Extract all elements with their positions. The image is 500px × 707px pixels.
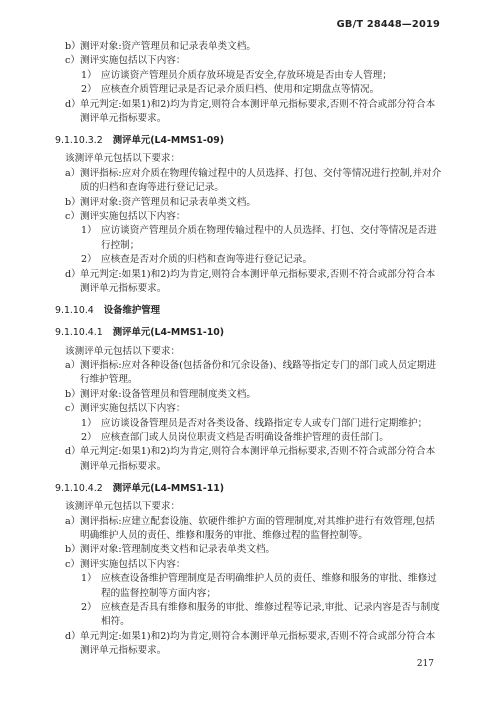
section-intro: 该测评单元包括以下要求：: [65, 153, 181, 165]
list-item: [55, 359, 442, 388]
list-item: [55, 630, 442, 659]
section-heading: [55, 482, 442, 496]
list-label: a）: [65, 167, 81, 179]
list-item: [55, 54, 442, 68]
page-number: 217: [416, 658, 434, 669]
sub-list-label: 1）: [81, 417, 97, 429]
section-title: 测评单元(L4-MMS1-10): [112, 327, 225, 339]
list-label: b）: [65, 41, 81, 52]
list-text: 测评对象:资产管理员和记录表单类文档。: [80, 41, 256, 52]
list-item: [55, 402, 442, 416]
sub-list-text: 应核查介质管理记录是否记录介质归档、使用和定期盘点等情况。: [101, 84, 380, 96]
list-text: 测评实施包括以下内容：: [80, 55, 186, 67]
list-label: c）: [65, 558, 80, 570]
list-item: [55, 388, 442, 402]
list-item: [55, 40, 442, 54]
list-label: b）: [65, 544, 81, 556]
section-number: 9.1.10.4.2: [55, 483, 103, 495]
sub-list-text: 应核查是否具有维修和服务的审批、维修过程等记录,审批、记录内容是否与制度相符。: [101, 601, 440, 628]
sub-list-item: [55, 601, 442, 630]
page-content: [55, 40, 442, 659]
sub-list-label: 2）: [81, 431, 97, 443]
section-intro: 该测评单元包括以下要求：: [65, 501, 181, 513]
list-text: 测评实施包括以下内容：: [80, 211, 186, 223]
list-item: [55, 167, 442, 196]
list-label: a）: [65, 359, 81, 371]
list-label: a）: [65, 515, 81, 527]
section-title: 测评单元(L4-MMS1-09): [112, 135, 225, 147]
list-item: [55, 268, 442, 297]
list-item: [55, 543, 442, 557]
list-text: 测评实施包括以下内容：: [80, 403, 186, 415]
list-item: [55, 558, 442, 572]
section-heading: [55, 304, 442, 318]
sub-list-item: [55, 83, 442, 97]
list-text: 测评对象:资产管理员和记录表单类文档。: [80, 196, 256, 208]
sub-list-text: 应访谈资产管理员介质在物理传输过程中的人员选择、打包、交付等情况是否进行控制；: [101, 225, 437, 251]
list-text: 测评对象:管理制度类文档和记录表单类文档。: [80, 544, 276, 556]
list-label: d）: [65, 630, 81, 642]
list-text: 测评指标:应对介质在物理传输过程中的人员选择、打包、交付等情况进行控制,并对介质的归档和查询等进行登记记录。: [80, 167, 442, 194]
section-number: 9.1.10.4.1: [55, 327, 103, 339]
list-text: 单元判定:如果1)和2)均为肯定,则符合本测评单元指标要求,否则不符合或部分符合本测评单元指标要求。: [80, 630, 436, 657]
list-text: 测评指标:应对各种设备(包括备份和冗余设备)、线路等指定专门的部门或人员定期进行维护管理。: [80, 359, 437, 386]
list-label: d）: [65, 446, 81, 458]
list-item: [55, 515, 442, 544]
sub-list-label: 2）: [81, 254, 97, 266]
sub-list-item: [55, 417, 442, 431]
sub-list-text: 应核查部门或人员岗位职责文档是否明确设备维护管理的责任部门。: [101, 431, 389, 443]
list-label: d）: [65, 98, 81, 110]
list-text: 单元判定:如果1)和2)均为肯定,则符合本测评单元指标要求,否则不符合或部分符合本测评单元指标要求。: [80, 446, 436, 472]
sub-list-label: 1）: [81, 573, 97, 585]
list-label: d）: [65, 268, 81, 280]
list-text: 测评指标:应建立配套设施、软硬件维护方面的管理制度,对其维护进行有效管理,包括明确维护人员的责任、维修和服务的审批、维修过程的监督控制等。: [80, 515, 435, 541]
section-title: 设备维护管理: [103, 305, 161, 317]
sub-list-label: 2）: [81, 601, 97, 613]
sub-list-text: 应访谈设备管理员是否对各类设备、线路指定专人或专门部门进行定期维护；: [101, 417, 428, 429]
sub-list-item: [55, 69, 442, 83]
section-intro: 该测评单元包括以下要求：: [65, 345, 181, 357]
sub-list-label: 1）: [81, 69, 97, 81]
sub-list-item: [55, 224, 442, 253]
list-label: b）: [65, 196, 81, 208]
sub-list-text: 应核查设备维护管理制度是否明确维护人员的责任、维修和服务的审批、维修过程的监督控制等方面内容；: [101, 573, 437, 599]
list-label: c）: [65, 55, 80, 67]
list-text: 测评对象:设备管理员和管理制度类文档。: [80, 388, 256, 400]
list-label: b）: [65, 388, 81, 400]
list-item: [55, 98, 442, 127]
section-number: 9.1.10.4: [55, 305, 94, 317]
section-number: 9.1.10.3.2: [55, 135, 103, 147]
list-label: c）: [65, 403, 80, 415]
section-title: 测评单元(L4-MMS1-11): [112, 483, 225, 495]
standard-code: GB/T 28448—2019: [336, 19, 440, 30]
list-item: [55, 210, 442, 224]
sub-list-item: [55, 572, 442, 601]
list-item: [55, 445, 442, 474]
list-label: c）: [65, 211, 80, 223]
list-text: 单元判定:如果1)和2)均为肯定,则符合本测评单元指标要求,否则不符合或部分符合本测评单元指标要求。: [80, 268, 436, 294]
list-text: 测评实施包括以下内容：: [80, 558, 186, 570]
sub-list-text: 应访谈资产管理员介质存放环境是否安全,存放环境是否由专人管理；: [101, 69, 392, 81]
list-item: [55, 196, 442, 210]
list-text: 单元判定:如果1)和2)均为肯定,则符合本测评单元指标要求,否则不符合或部分符合本测评单元指标要求。: [80, 98, 436, 124]
sub-list-item: [55, 431, 442, 445]
sub-list-label: 1）: [81, 225, 97, 237]
sub-list-text: 应核查是否对介质的归档和查询等进行登记记录。: [101, 254, 313, 266]
sub-list-label: 2）: [81, 84, 97, 96]
section-heading: [55, 134, 442, 148]
sub-list-item: [55, 253, 442, 267]
section-heading: [55, 326, 442, 340]
